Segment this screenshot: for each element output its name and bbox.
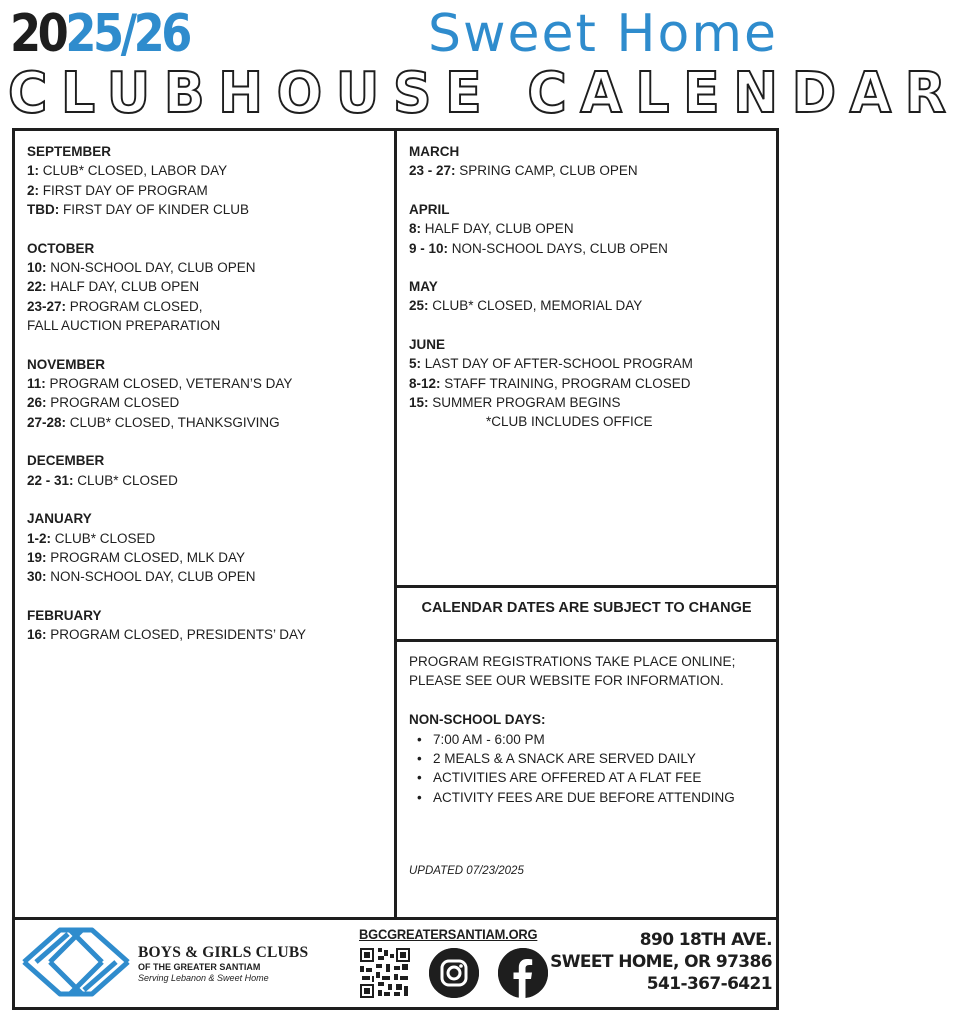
entry-text: CLUB* CLOSED xyxy=(51,530,156,546)
month-block xyxy=(27,142,387,220)
entry-text: FIRST DAY OF KINDER CLUB xyxy=(59,202,250,218)
entry-text: PROGRAM CLOSED, MLK DAY xyxy=(46,549,246,565)
facebook-icon[interactable] xyxy=(498,948,548,998)
calendar-entry xyxy=(409,393,769,412)
calendar-right-column xyxy=(409,142,769,432)
calendar-entry xyxy=(409,161,769,180)
month-block xyxy=(409,200,769,258)
calendar-entry xyxy=(27,277,387,296)
month-block xyxy=(27,451,387,490)
school-year xyxy=(10,4,189,64)
entry-date: 16: xyxy=(27,627,47,643)
calendar-entry xyxy=(409,354,769,373)
org-name: BOYS & GIRLS CLUBS xyxy=(138,944,309,961)
month-name: NOVEMBER xyxy=(27,356,106,372)
qr-code-icon[interactable] xyxy=(360,948,410,998)
entry-date: 22 - 31: xyxy=(27,472,74,488)
org-subtitle: OF THE GREATER SANTIAM xyxy=(138,962,261,972)
list-item: • ACTIVITIES ARE OFFERED AT A FLAT FEE xyxy=(415,768,769,787)
calendar-entry xyxy=(409,374,769,393)
entry-date: 8-12: xyxy=(409,375,441,391)
entry-text: PROGRAM CLOSED, PRESIDENTS’ DAY xyxy=(46,627,307,643)
entry-date: 25: xyxy=(409,298,429,314)
calendar-entry xyxy=(27,181,387,200)
month-block xyxy=(27,509,387,587)
calendar-entry xyxy=(27,625,387,644)
page-title: CLUBHOUSE CALENDAR xyxy=(8,61,960,126)
address-line-2: SWEET HOME, OR 97386 xyxy=(550,952,772,972)
calendar-entry xyxy=(27,413,387,432)
calendar-entry xyxy=(27,161,387,180)
calendar-left-column xyxy=(27,142,387,645)
calendar-entry xyxy=(27,529,387,548)
phone-number[interactable]: 541-367-6421 xyxy=(646,974,772,994)
calendar-entry xyxy=(27,374,387,393)
entry-date: 9 - 10: xyxy=(409,240,449,256)
entry-date: 19: xyxy=(27,549,47,565)
entry-date: 15: xyxy=(409,395,429,411)
month-name: OCTOBER xyxy=(27,240,95,256)
entry-date: 22: xyxy=(27,279,47,295)
month-name: DECEMBER xyxy=(27,453,105,469)
calendar-entry xyxy=(27,548,387,567)
month-name: MAY xyxy=(409,279,438,295)
updated-date: UPDATED 07/23/2025 xyxy=(409,865,524,877)
calendar-entry xyxy=(27,567,387,586)
calendar-entry xyxy=(27,471,387,490)
entry-text: CLUB* CLOSED, LABOR DAY xyxy=(39,163,228,179)
entry-date: 8: xyxy=(409,221,422,237)
calendar-entry xyxy=(27,297,387,316)
entry-text: SPRING CAMP, CLUB OPEN xyxy=(455,163,638,179)
website-link[interactable]: BGCGREATERSANTIAM.ORG xyxy=(359,926,538,942)
instagram-icon[interactable] xyxy=(429,948,479,998)
entry-date: 26: xyxy=(27,395,47,411)
non-school-list xyxy=(409,730,769,808)
entry-date: 23 - 27: xyxy=(409,163,456,179)
year-part-2: 25/26 xyxy=(65,4,189,64)
entry-date: 1: xyxy=(27,163,40,179)
calendar-entry xyxy=(409,296,769,315)
non-school-heading: NON-SCHOOL DAYS: xyxy=(409,712,546,728)
entry-text: FALL AUCTION PREPARATION xyxy=(27,318,221,334)
entry-date: 10: xyxy=(27,260,47,276)
registration-line-1: PROGRAM REGISTRATIONS TAKE PLACE ONLINE; xyxy=(409,654,736,669)
list-item: • ACTIVITY FEES ARE DUE BEFORE ATTENDING xyxy=(415,788,769,807)
location-title: Sweet Home xyxy=(427,4,778,64)
list-item: • 2 MEALS & A SNACK ARE SERVED DAILY xyxy=(415,749,769,768)
month-block xyxy=(27,239,387,336)
entry-date: 2: xyxy=(27,182,40,198)
entry-date: 1-2: xyxy=(27,530,52,546)
month-block xyxy=(27,606,387,645)
org-tagline: Serving Lebanon & Sweet Home xyxy=(138,973,269,983)
entry-text: STAFF TRAINING, PROGRAM CLOSED xyxy=(440,375,691,391)
calendar-entry xyxy=(27,258,387,277)
entry-text: NON-SCHOOL DAY, CLUB OPEN xyxy=(46,260,256,276)
address-line-1: 890 18TH AVE. xyxy=(639,930,772,950)
change-notice: CALENDAR DATES ARE SUBJECT TO CHANGE xyxy=(421,600,752,616)
list-item: • 7:00 AM - 6:00 PM xyxy=(415,730,769,749)
entry-text: SUMMER PROGRAM BEGINS xyxy=(428,395,621,411)
entry-text: CLUB* CLOSED xyxy=(73,472,178,488)
calendar-entry xyxy=(27,316,387,335)
month-name: JUNE xyxy=(409,336,446,352)
month-block xyxy=(409,142,769,181)
calendar-entry xyxy=(27,393,387,412)
bgc-logo-icon xyxy=(20,926,132,998)
entry-date: 30: xyxy=(27,569,47,585)
entry-text: PROGRAM CLOSED xyxy=(46,395,180,411)
info-section xyxy=(409,652,769,807)
entry-date: 5: xyxy=(409,356,422,372)
entry-date: 27-28: xyxy=(27,414,67,430)
entry-date: TBD: xyxy=(27,202,60,218)
entry-text: CLUB* CLOSED, THANKSGIVING xyxy=(66,414,280,430)
month-name: JANUARY xyxy=(27,511,92,527)
month-name: APRIL xyxy=(409,201,450,217)
month-block xyxy=(409,277,769,316)
address-block xyxy=(550,929,772,995)
entry-text: LAST DAY OF AFTER-SCHOOL PROGRAM xyxy=(421,356,693,372)
entry-text: HALF DAY, CLUB OPEN xyxy=(46,279,200,295)
month-name: MARCH xyxy=(409,144,460,159)
entry-date: 23-27: xyxy=(27,298,67,314)
calendar-entry xyxy=(409,239,769,258)
entry-text: PROGRAM CLOSED, xyxy=(66,298,203,314)
club-footnote: *CLUB INCLUDES OFFICE xyxy=(486,414,653,430)
entry-text: PROGRAM CLOSED, VETERAN’S DAY xyxy=(45,376,293,392)
registration-line-2: PLEASE SEE OUR WEBSITE FOR INFORMATION. xyxy=(409,673,724,689)
year-part-1: 20 xyxy=(10,4,66,64)
month-name: FEBRUARY xyxy=(27,607,102,623)
month-block xyxy=(409,335,769,432)
entry-text: FIRST DAY OF PROGRAM xyxy=(39,182,208,198)
entry-text: CLUB* CLOSED, MEMORIAL DAY xyxy=(428,298,643,314)
calendar-entry xyxy=(409,219,769,238)
month-block xyxy=(27,355,387,433)
calendar-entry xyxy=(27,200,387,219)
entry-date: 11: xyxy=(27,376,46,392)
month-name: SEPTEMBER xyxy=(27,144,112,159)
entry-text: NON-SCHOOL DAY, CLUB OPEN xyxy=(46,569,256,585)
entry-text: NON-SCHOOL DAYS, CLUB OPEN xyxy=(448,240,668,256)
entry-text: HALF DAY, CLUB OPEN xyxy=(421,221,574,237)
